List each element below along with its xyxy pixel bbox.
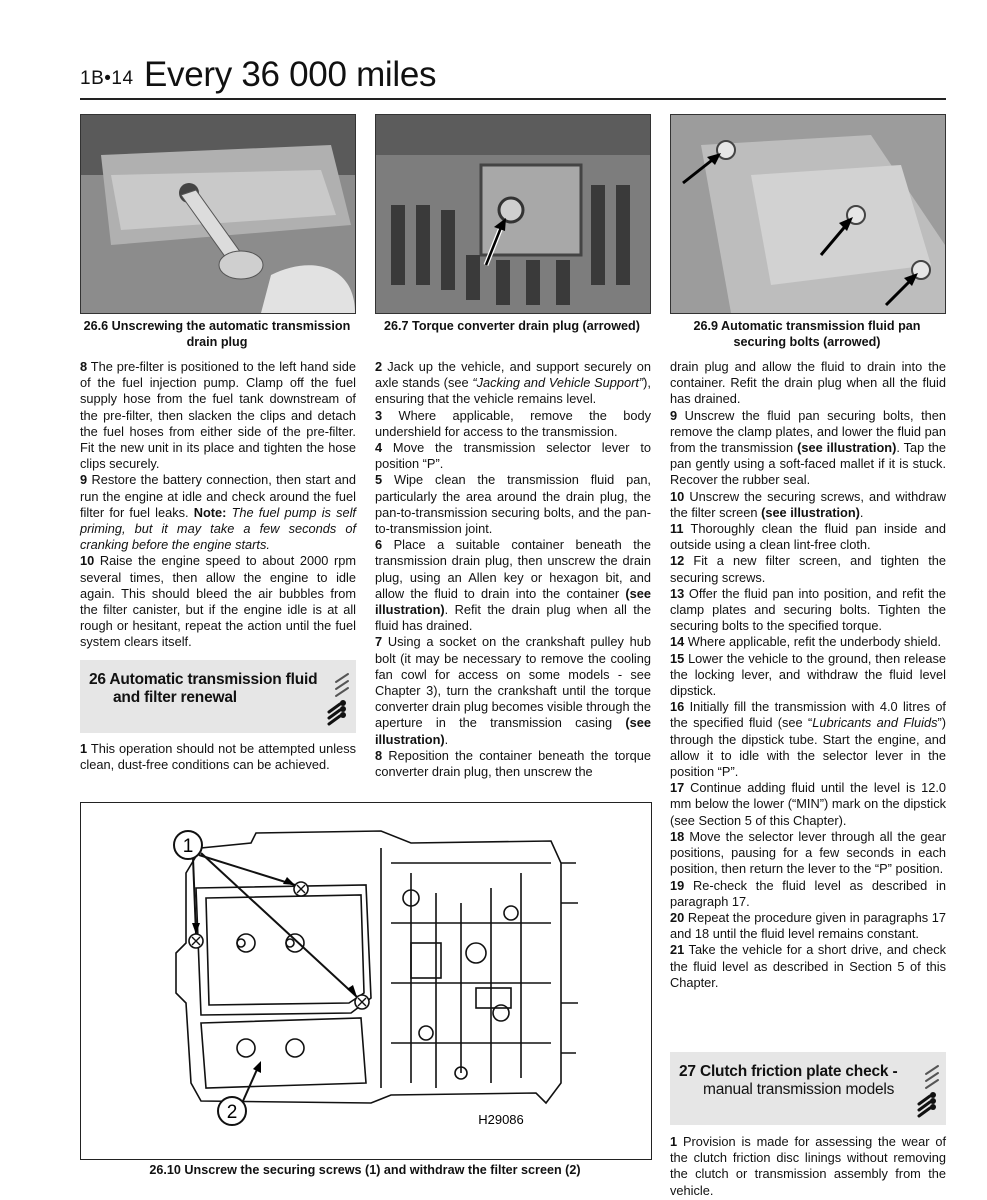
paragraph: 8 Reposition the container beneath the torque converter drain plug, then unscrew the	[375, 747, 651, 780]
section-title-line2: manual transmission models	[703, 1081, 895, 1098]
paragraph: 21 Take the vehicle for a short drive, and check the fluid level as described in Section 5 of this Chapter.	[670, 942, 947, 990]
paragraph: 6 Place a suitable container beneath the transmission drain plug, then unscrew the drain plug, using an Allen key or hexagon bit, and allow the fluid to drain into the container (see illustration). Refit the drain plug when all the fluid has drained.	[375, 537, 651, 634]
paragraph: 17 Continue adding fluid until the level is 12.0 mm below the lower (“MIN”) mark on the dipstick (see Section 5 of this Chapter).	[670, 780, 947, 828]
page-header	[80, 52, 946, 100]
paragraph: 15 Lower the vehicle to the ground, then release the locking lever, and withdraw the fluid level dipstick.	[670, 650, 947, 699]
section-number: 27	[679, 1063, 696, 1080]
photo-drain-plug	[80, 114, 356, 314]
diagram-reference: H29086	[478, 1112, 524, 1127]
spanner-difficulty-icon	[326, 668, 352, 726]
paragraph: 7 Using a socket on the crankshaft pulley hub bolt (it may be necessary to remove the cooling fan cowl for access on some models - see Chapter 3), turn the crankshaft until the torque converter drain plug becomes visible through the aperture in the transmission casing (see illustration).	[375, 634, 652, 747]
paragraph: 9 Unscrew the fluid pan securing bolts, then remove the clamp plates, and lower the fluid pan from the transmission (see illustration). Tap the pan gently using a soft-faced mallet if it is stuck. Recover the rubber seal.	[670, 407, 947, 488]
photo-caption: 26.6 Unscrewing the automatic transmission drain plug	[83, 319, 351, 349]
section-title-line2: and filter renewal	[113, 689, 237, 706]
paragraph: 18 Move the selector lever through all the gear positions, pausing for a few seconds in each position, then return the lever to the “P” position.	[670, 828, 947, 877]
section-title-line1: Automatic transmission fluid	[109, 671, 318, 688]
paragraph: 10 Raise the engine speed to about 2000 rpm several times, then allow the engine to idle again. This should bleed the air bubbles from the filter canister, but if the engine idle is at all rough or hesitant, repeat the action until the fuel system clears itself.	[80, 553, 356, 650]
paragraph: 19 Re-check the fluid level as described in paragraph 17.	[670, 877, 946, 909]
diagram-caption: 26.10 Unscrew the securing screws (1) and withdraw the filter screen (2)	[149, 1163, 581, 1177]
paragraph: 14 Where applicable, refit the underbody shield.	[670, 634, 942, 650]
paragraph: 12 Fit a new filter screen, and tighten the securing screws.	[670, 553, 946, 585]
callout-2: 2	[226, 1102, 238, 1123]
paragraph: 2 Jack up the vehicle, and support securely on axle stands (see “Jacking and Vehicle Support”), ensuring that the vehicle remains level.	[375, 359, 651, 407]
text-column-3-cont	[670, 1134, 946, 1199]
paragraph: 20 Repeat the procedure given in paragraphs 17 and 18 until the fluid level remains constant.	[670, 909, 946, 942]
paragraph: 1 Provision is made for assessing the wear of the clutch friction disc linings without removing the clutch or transmission assembly from the vehicle.	[670, 1134, 946, 1198]
paragraph: drain plug and allow the fluid to drain into the container. Refit the drain plug when all the fluid has drained.	[670, 359, 946, 407]
paragraph: 9 Restore the battery connection, then start and run the engine at idle and check around the fuel filter for fuel leaks. Note: The fuel pump is self priming, but it may take a few seconds of cranking before the engine starts.	[80, 472, 356, 553]
paragraph: 1 This operation should not be attempted unless clean, dust-free conditions can be achieved.	[80, 741, 356, 773]
section-title-line1: Clutch friction plate check -	[699, 1063, 898, 1080]
paragraph: 5 Wipe clean the transmission fluid pan, particularly the area around the drain plug, the pan-to-transmission securing bolts, and the pan-to-transmission joint.	[375, 472, 651, 537]
photo-fluid-pan-bolts	[670, 114, 946, 314]
photo-torque-converter	[375, 114, 651, 314]
callout-1: 1	[182, 836, 194, 857]
valve-body-diagram	[80, 802, 652, 1160]
section-heading-27	[670, 1052, 946, 1125]
paragraph: 11 Thoroughly clean the fluid pan inside and outside using a clean lint-free cloth.	[670, 521, 946, 553]
text-column-1	[80, 359, 356, 651]
paragraph: 8 The pre-filter is positioned to the left hand side of the fuel injection pump. Clamp off the fuel supply hose from the fuel tank downstream of the pre-filter, then slacken the clips and detach the fuel hoses from either side of the pre-filter. Fit the new unit in its place and tighten the hose clips securely.	[80, 359, 356, 472]
text-column-3	[670, 359, 946, 991]
paragraph: 16 Initially fill the transmission with 4.0 litres of the specified fluid (see “Lubricants and Fluids”) through the dipstick tube. Start the engine, and allow it to idle with the selector lever in the position “P”.	[670, 699, 946, 780]
paragraph: 3 Where applicable, remove the body undershield for access to the transmission.	[375, 407, 651, 439]
photo-caption: 26.7 Torque converter drain plug (arrowed)	[384, 319, 640, 333]
photo-caption: 26.9 Automatic transmission fluid pan securing bolts (arrowed)	[693, 319, 921, 349]
text-column-2	[375, 359, 651, 780]
section-heading-26	[80, 660, 356, 733]
text-column-1-cont	[80, 741, 356, 773]
spanner-difficulty-icon	[916, 1060, 942, 1118]
page-reference: 1B•14	[80, 68, 134, 89]
paragraph: 13 Offer the fluid pan into position, and refit the clamp plates and securing bolts. Tighten the securing bolts to the specified torque.	[670, 585, 946, 634]
section-number: 26	[89, 671, 106, 688]
page-title: Every 36 000 miles	[144, 55, 437, 94]
paragraph: 4 Move the transmission selector lever to position “P”.	[375, 440, 651, 472]
paragraph: 10 Unscrew the securing screws, and withdraw the filter screen (see illustration).	[670, 488, 946, 520]
